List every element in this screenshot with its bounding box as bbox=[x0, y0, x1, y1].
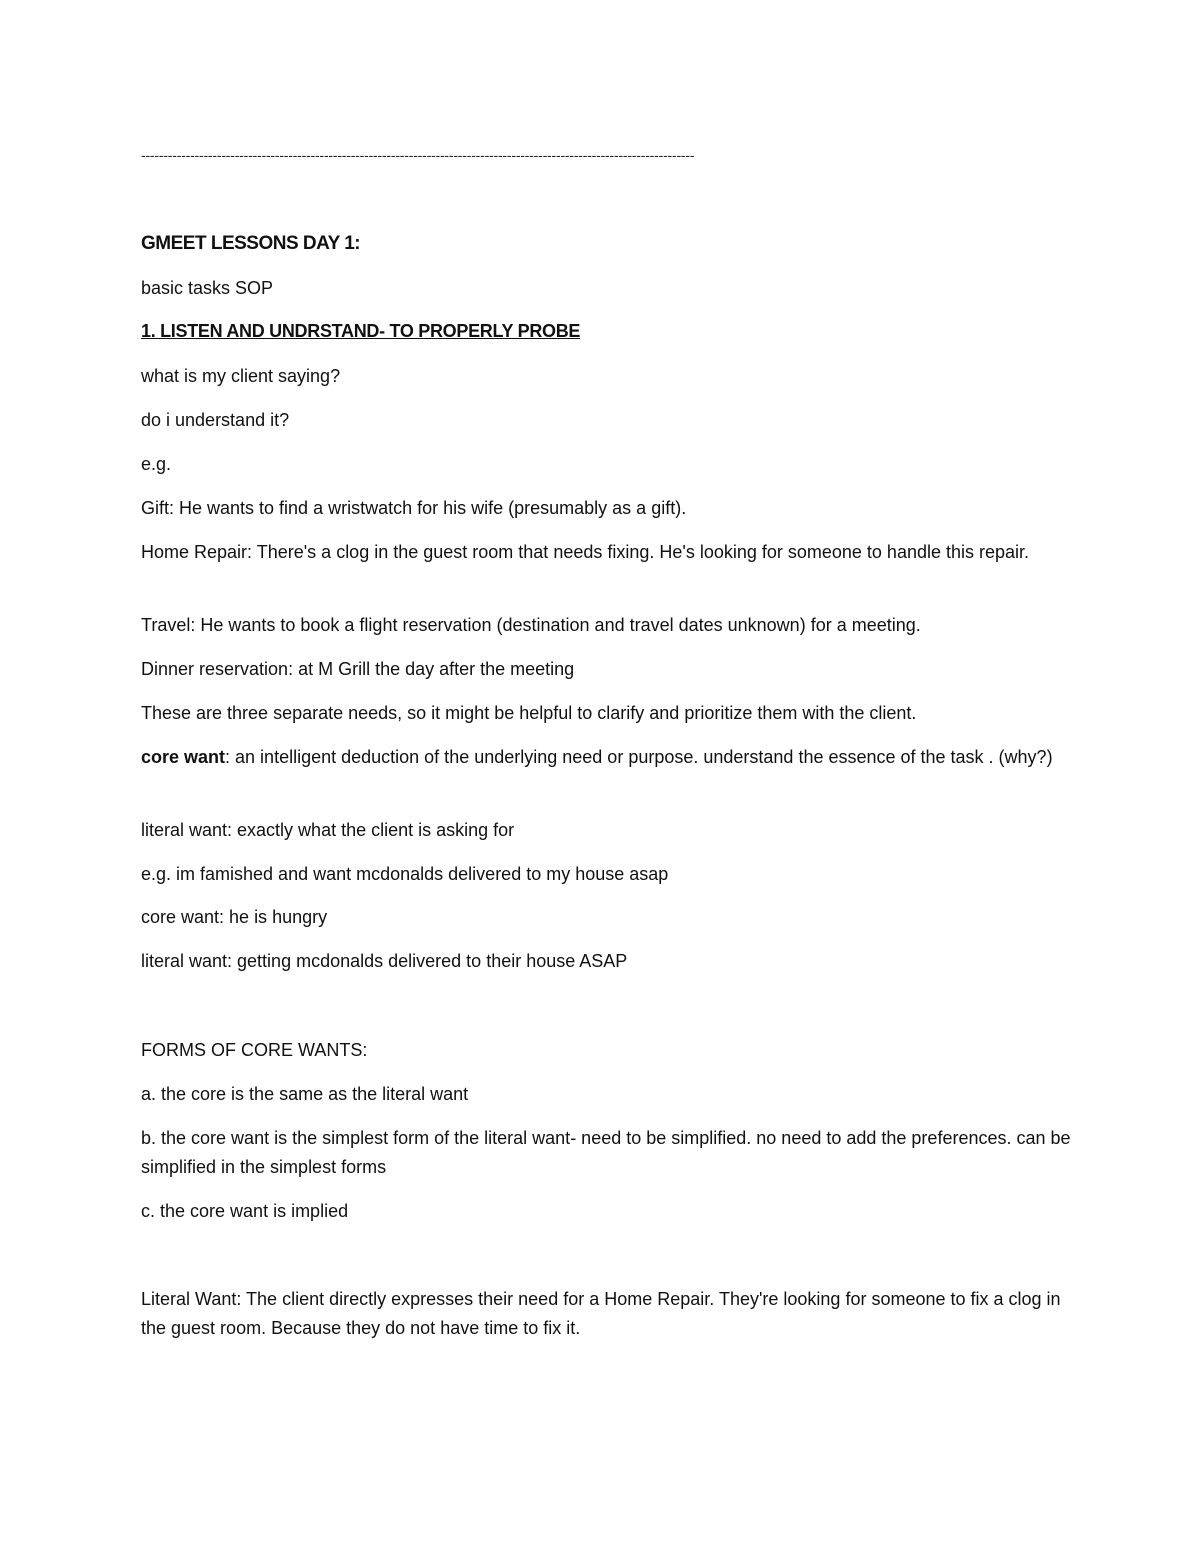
example-gift: Gift: He wants to find a wristwatch for his wife (presumably as a gift). bbox=[141, 498, 687, 518]
core-want-term: core want bbox=[141, 747, 226, 767]
example-travel: Travel: He wants to book a flight reservation (destination and travel dates unknown) for a meeting. bbox=[141, 615, 921, 635]
form-item-c: c. the core want is implied bbox=[141, 1201, 349, 1221]
core-want-definition bbox=[141, 743, 1071, 772]
eg-label: e.g. bbox=[141, 454, 172, 474]
core-want-text: : an intelligent deduction of the underlying need or purpose. understand the essence of the task . (why?) bbox=[225, 747, 1053, 767]
section-heading: 1. LISTEN AND UNDRSTAND- TO PROPERLY PROBE bbox=[141, 321, 581, 341]
literal-want-definition: literal want: exactly what the client is asking for bbox=[141, 820, 515, 840]
summary-paragraph: These are three separate needs, so it might be helpful to clarify and prioritize them with the client. bbox=[141, 703, 917, 723]
example-literal-want: literal want: getting mcdonalds delivered to their house ASAP bbox=[141, 951, 628, 971]
question-understand: do i understand it? bbox=[141, 410, 290, 430]
document-title: GMEET LESSONS DAY 1: bbox=[141, 233, 361, 254]
example-home-repair: Home Repair: There's a clog in the guest room that needs fixing. He's looking for someone to handle this repair. bbox=[141, 542, 1030, 562]
form-item-a: a. the core is the same as the literal want bbox=[141, 1084, 469, 1104]
document-subtitle: basic tasks SOP bbox=[141, 278, 274, 298]
document-page bbox=[141, 0, 1081, 1553]
divider-line: ---------------------------------------------------------------------------------------------------------------------------- bbox=[141, 147, 695, 163]
example-core-want: core want: he is hungry bbox=[141, 907, 328, 927]
example-dinner: Dinner reservation: at M Grill the day after the meeting bbox=[141, 659, 575, 679]
example-hungry-statement: e.g. im famished and want mcdonalds delivered to my house asap bbox=[141, 864, 669, 884]
literal-want-example: Literal Want: The client directly expresses their need for a Home Repair. They're looking for someone to fix a clog in the guest room. Because they do not have time to fix it. bbox=[141, 1289, 1061, 1338]
question-client-saying: what is my client saying? bbox=[141, 366, 341, 386]
form-item-b: b. the core want is the simplest form of the literal want- need to be simplified. no need to add the preferences. can be simplified in the simplest forms bbox=[141, 1128, 1071, 1177]
forms-heading: FORMS OF CORE WANTS: bbox=[141, 1040, 368, 1060]
